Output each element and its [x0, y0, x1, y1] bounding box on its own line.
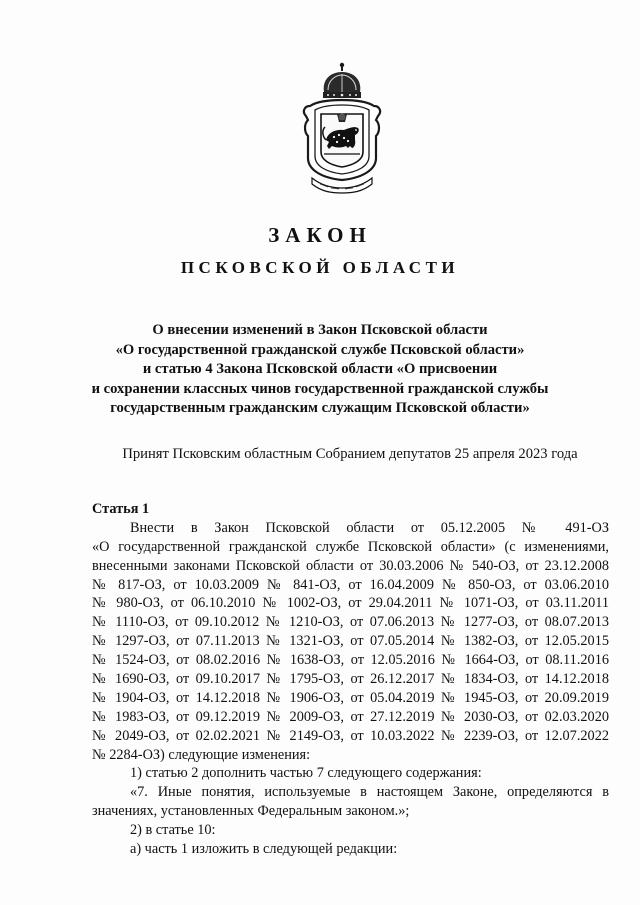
paragraph-line: № 980-ОЗ, от 06.10.2010 № 1002-ОЗ, от 29.04.2011 № 1071-ОЗ, от 03.11.2011 — [92, 595, 609, 612]
law-subject — [60, 321, 580, 419]
paragraph-line: Внести в Закон Псковской области от 05.12.2005 № 491-ОЗ — [130, 519, 609, 536]
list-item-line: а) часть 1 изложить в следующей редакции: — [130, 841, 398, 858]
subject-line: и сохранении классных чинов государственной гражданской службы — [91, 380, 549, 397]
subject-line: государственным гражданским служащим Псковской области» — [110, 400, 530, 416]
paragraph-line: № 1524-ОЗ, от 08.02.2016 № 1638-ОЗ, от 12.05.2016 № 1664-ОЗ, от 08.11.2016 — [92, 652, 609, 669]
paragraph-line: № 817-ОЗ, от 10.03.2009 № 841-ОЗ, от 16.04.2009 № 850-ОЗ, от 03.06.2010 — [92, 576, 609, 593]
subject-line: «О государственной гражданской службе Псковской области» — [115, 341, 525, 358]
list-item-line: 1) статью 2 дополнить частью 7 следующего содержания: — [130, 765, 482, 782]
paragraph-line: № 1110-ОЗ, от 09.10.2012 № 1210-ОЗ, от 07.06.2013 № 1277-ОЗ, от 08.07.2013 — [92, 614, 609, 631]
paragraph-line: № 2284-ОЗ) следующие изменения: — [92, 746, 311, 763]
article-heading: Статья 1 — [92, 501, 150, 517]
coat-of-arms-icon — [298, 62, 386, 194]
quoted-line: «7. Иные понятия, используемые в настоящем Законе, определяются в — [130, 784, 609, 801]
paragraph-line: № 2049-ОЗ, от 02.02.2021 № 2149-ОЗ, от 10.03.2022 № 2239-ОЗ, от 12.07.2022 — [92, 727, 609, 744]
article-body — [92, 500, 609, 859]
subject-line: и статью 4 Закона Псковской области «О присвоении — [142, 361, 498, 377]
quoted-line: значениях, установленных Федеральным законом.»; — [92, 803, 410, 820]
subject-line: О внесении изменений в Закон Псковской области — [152, 322, 488, 338]
paragraph-line: «О государственной гражданской службе Псковской области» (с изменениями, — [92, 538, 609, 555]
document-type-title: ЗАКОН — [268, 223, 372, 247]
paragraph-line: № 1904-ОЗ, от 14.12.2018 № 1906-ОЗ, от 05.04.2019 № 1945-ОЗ, от 20.09.2019 — [92, 689, 609, 706]
paragraph-line: № 1983-ОЗ, от 09.12.2019 № 2009-ОЗ, от 27.12.2019 № 2030-ОЗ, от 02.03.2020 — [92, 708, 609, 725]
paragraph-line: № 1690-ОЗ, от 09.10.2017 № 1795-ОЗ, от 26.12.2017 № 1834-ОЗ, от 14.12.2018 — [92, 671, 609, 688]
paragraph-line: внесенными законами Псковской области от 30.03.2006 № 540-ОЗ, от 23.12.2008 — [92, 557, 609, 574]
region-title: ПСКОВСКОЙ ОБЛАСТИ — [180, 258, 460, 277]
adoption-statement: Принят Псковским областным Собранием депутатов 25 апреля 2023 года — [122, 446, 578, 462]
list-item-line: 2) в статье 10: — [130, 822, 216, 839]
paragraph-line: № 1297-ОЗ, от 07.11.2013 № 1321-ОЗ, от 07.05.2014 № 1382-ОЗ, от 12.05.2015 — [92, 633, 609, 650]
